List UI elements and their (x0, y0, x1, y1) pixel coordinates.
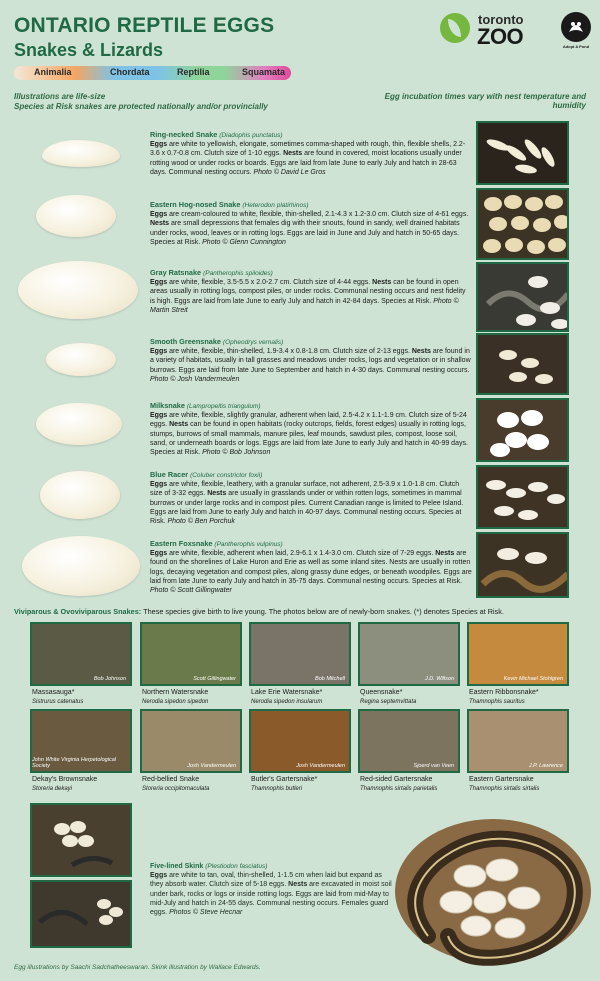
egg-illustration-hog-nosed (36, 195, 116, 237)
page-title: ONTARIO REPTILE EGGS (14, 14, 275, 37)
photo-massasauga: Bob Johnson (30, 622, 132, 686)
skink-illustration (388, 806, 593, 971)
photo-greensnake-eggs (476, 333, 569, 395)
egg-illustration-milksnake (36, 403, 122, 445)
egg-illustration-ring-necked (42, 140, 120, 167)
entry-milksnake: Milksnake (Lampropeltis triangulum) Eggs are white, flexible, slightly granular, adherent when laid, 2.5-4.2 x 1.1-1.9 cm. Clutch size of 5-24 eggs. Nests can be found in open habitats (rocky outcrops, fields, forest edges) usually in rotting logs, stumps, burrows of small mammals, manure piles, leaf mounds, sawdust piles, compost, loose soil, sand, or underneath boards or logs. Eggs are laid from late June to early July and hatch in 40-99 days. Species at Risk. Photo © Bob Johnson (150, 401, 468, 457)
photo-queensnake: J.D. Willson (358, 622, 460, 686)
adopt-a-pond-frog-icon (561, 12, 591, 42)
illustration-credits: Egg illustrations by Saachi Sadchatheeswaran. Skink illustration by Wallace Edwards. (14, 964, 261, 971)
taxonomy-class: Reptilia (177, 67, 210, 77)
caption-dekays-brownsnake: Dekay's Brownsnake Storeria dekayi (32, 776, 98, 792)
photo-red-sided-gartersnake: Sjoerd van Veen (358, 709, 460, 773)
entry-ring-necked: Ring-necked Snake (Diadophis punctatus) Eggs are white to yellowish, elongate, sometimes comma-shaped with rough, thin, flexible shells, 2.2-3.6 x 0.7-0.8 cm. Clutch size of 1-10 eggs. Nests are found in covered, moist locations usually under rotting wood or under rocks or boards. Eggs are laid from late June to early July and hatch in 28-63 days. Communal nesting occurs. Photo © David Le Gros (150, 130, 466, 176)
caption-queensnake: Queensnake* Regina septemvittata (360, 689, 417, 705)
entry-foxsnake: Eastern Foxsnake (Pantherophis vulpinus) Eggs are white, flexible, adherent when laid, 2.9-6.1 x 1.4-3.0 cm. Clutch size of 7-29 eggs. Nests are found on the shorelines of Lake Huron and Erie as well as some inland sites. Nests are usually in rotten logs, decaying vegetation and compost piles, along grassy dune edges, or beneath woodpiles. Eggs are laid from late June to early July and hatch in 35-75 days. Communal nesting occurs. Species at Risk. Photo © Scott Gillingwater (150, 539, 472, 595)
entry-five-lined-skink: Five-lined Skink (Plestiodon fasciatus) Eggs are white to tan, oval, thin-shelled, 1-1.5 cm when laid but expand as they absorb water. Clutch size of 5-18 eggs. Nests are excavated in moist soil under bark, rocks or logs or inside rotting logs. Eggs are laid from mid-May to mid-July and hatch in 24-55 days. Communal nesting occurs. Females guard eggs. Photos © Steve Hecnar (150, 863, 392, 917)
caption-massasauga: Massasauga* Sistrurus catenatus (32, 689, 84, 705)
taxonomy-phylum: Chordata (110, 67, 150, 77)
photo-northern-watersnake: Scott Gillingwater (140, 622, 242, 686)
photo-skink-eggs-1 (30, 803, 132, 877)
photo-butlers-gartersnake: Josh Vandermeulen (249, 709, 351, 773)
caption-lake-erie-watersnake: Lake Erie Watersnake* Nerodia sipedon insularum (251, 689, 323, 705)
photo-eastern-gartersnake: J.P. Lawrence (467, 709, 569, 773)
egg-illustration-foxsnake (22, 536, 140, 596)
photo-eastern-ribbonsnake: Kevin Michael Stohlgren (467, 622, 569, 686)
photo-lake-erie-watersnake: Bob Mitchell (249, 622, 351, 686)
viviparous-heading: Viviparous & Ovoviviparous Snakes: These species give birth to live young. The photos below are of newly-born snakes. (*) denotes Species at Risk. (14, 607, 504, 616)
egg-illustration-greensnake (46, 343, 116, 376)
caption-eastern-gartersnake: Eastern Gartersnake Thamnophis sirtalis sirtalis (469, 776, 540, 792)
photo-dekays-brownsnake: John White Virginia Herpetological Society (30, 709, 132, 773)
note-left: Illustrations are life-size Species at Risk snakes are protected nationally and/or provincially (14, 92, 268, 111)
photo-ratsnake-eggs (476, 262, 569, 332)
photo-hog-nosed-eggs (476, 188, 569, 260)
photo-skink-eggs-2 (30, 880, 132, 948)
toronto-zoo-logo-icon (440, 13, 470, 43)
note-right: Egg incubation times vary with nest temperature and humidity (384, 92, 586, 110)
entry-ratsnake: Gray Ratsnake (Pantherophis spiloides) Eggs are white, flexible, 3.5-5.5 x 2.0-2.7 cm. Clutch size of 4-44 eggs. Nests can be found in open areas usually in rotting logs, compost piles, or under rocks. Communal nesting occurs and nest fidelity is high. Eggs are laid from late June to early July and hatch in 42-84 days. Species at Risk. Photo © Martin Streit (150, 268, 466, 314)
caption-red-bellied-snake: Red-bellied Snake Storeria occipitomaculata (142, 776, 210, 792)
egg-illustration-ratsnake (18, 261, 138, 319)
adopt-a-pond-label: Adopt A Pond (562, 44, 590, 49)
entry-greensnake: Smooth Greensnake (Opheodrys vernalis) Eggs are white, flexible, thin-shelled, 1.9-3.4 x 0.8-1.8 cm. Clutch size of 2-13 eggs. Nests are found in a variety of habitats, usually in tall grasses and meadows under rocks, logs and vegetation or in shallow burrows. Eggs are laid from late June to September and hatch in 4-30 days. Communal nesting occurs. Photo © Josh Vandermeulen (150, 337, 471, 383)
page-subtitle: Snakes & Lizards (14, 40, 164, 60)
logo-text-zoo: ZOO (477, 24, 524, 49)
taxonomy-order: Squamata (242, 67, 286, 77)
photo-ring-necked-eggs (476, 121, 569, 185)
photo-foxsnake-eggs (476, 532, 569, 598)
caption-northern-watersnake: Northern Watersnake Nerodia sipedon sipedon (142, 689, 209, 705)
photo-milksnake-eggs (476, 398, 569, 462)
taxonomy-kingdom: Animalia (34, 67, 72, 77)
egg-illustration-blue-racer (40, 471, 120, 519)
logo-text-toronto: toronto (478, 12, 524, 27)
caption-red-sided-gartersnake: Red-sided Gartersnake Thamnophis sirtalis parietalis (360, 776, 438, 792)
entry-hog-nosed: Eastern Hog-nosed Snake (Heterodon platirhinos) Eggs are cream-coloured to white, flexible, thin-shelled, 2.1-4.3 x 1.2-3.0 cm. Clutch size of 4-61 eggs. Nests are small depressions that females dig with their snouts, found in sandy, well drained habitats under rocks, wood, leaves or in rotting logs. Eggs are laid in June and July and hatch in 50-65 days. Species at Risk. Photo © Glenn Cunnington (150, 200, 469, 246)
photo-blue-racer-eggs (476, 465, 569, 529)
caption-butlers-gartersnake: Butler's Gartersnake* Thamnophis butleri (251, 776, 318, 792)
entry-blue-racer: Blue Racer (Coluber constrictor foxii) Eggs are white, flexible, leathery, with a granular surface, not adherent, 2.5-3.9 x 1.0-1.8 cm. Clutch size of 3-32 eggs. Nests are usually in grasslands under or within rotten logs, sometimes in mammal burrows or under large rocks and in compost piles. Current Canadian range is limited to Pelee Island. Eggs are laid from June to early July and hatch in 40-97 days. Communal nesting occurs. Species at Risk. Photo © Ben Porchuk (150, 470, 464, 526)
caption-eastern-ribbonsnake: Eastern Ribbonsnake* Thamnophis sauritus (469, 689, 539, 705)
taxonomy-bar (14, 66, 291, 80)
photo-red-bellied-snake: Josh Vandermeulen (140, 709, 242, 773)
